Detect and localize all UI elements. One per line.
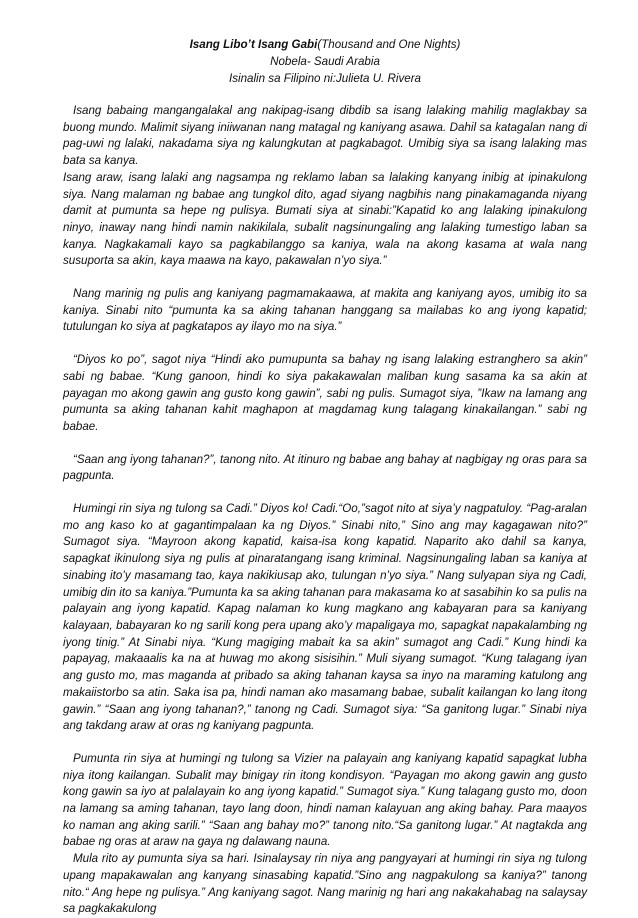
paragraph-4: “Diyos ko po”, sagot niya “Hindi ako pumupunta sa bahay ng isang lalaking estranghero sa akin” sabi ng babae. “Kung ganoon, hindi ko siya pakakawalan maliban kung sasama ka sa akin at payagan mo akong gawin ang gusto kong gawin”, sabi ng pulis. Sumagot siya, ”Ikaw na lamang ang pumunta sa aking tahanan kahit maghapon at magdamag kung talagang kinakailangan.” sabi ng babae.: [63, 353, 587, 433]
document-subtitle: Nobela- Saudi Arabia: [270, 55, 380, 68]
document-page: [63, 36, 587, 918]
title-english: (Thousand and One Nights): [317, 38, 461, 51]
paragraph-8: Mula rito ay pumunta siya sa hari. Isinalaysay rin niya ang pangyayari at humingi rin siya ng tulong upang mapakawalan ang kanyang sinasabing kapatid.”Sino ang nagpakulong sa kaniya?” tanong nito.“ Ang hepe ng pulisya.” Ang kaniyang sagot. Nang marinig ng hari ang nakakahabag na salaysay sa pagkakakulong: [63, 852, 587, 916]
paragraph-2: Isang araw, isang lalaki ang nagsampa ng reklamo laban sa lalaking kanyang inibig at ipinakulong siya. Nang malaman ng babae ang tungkol dito, agad siyang nagbihis nang pinakamaganda niyang damit at pumunta sa hepe ng pulisya. Bumati siya at sinabi:”Kapatid ko ang lalaking ipinakulong ninyo, inaway nang hindi namin nakikilala, subalit nagsinungaling ang lalaking tumestigo laban sa kanya. Nagkakamali kayo sa pagkabilanggo sa kaniya, wala na akong kasama at wala nang susuporta sa akin, kaya maawa na kayo, pakawalan n’yo siya.”: [63, 170, 587, 268]
paragraph-6: Humingi rin siya ng tulong sa Cadi.” Diyos ko! Cadi.“Oo,”sagot nito at siya’y nagpatuloy. “Pag-aralan mo ang kaso ko at gagantimpalaan ka ng Diyos.” Sinabi nito,” Sino ang may kagagawan nito?” Sumagot siya. “Mayroon akong kapatid, kaisa-isa kong kapatid. Naparito ako dahil sa kanya, sapagkat ikinulong siya ng pulis at pinaratangang isang kriminal. Nagsinungaling laban sa kaniya at sinabing ito’y masamang tao, kaya nakikiusap ako, tulungan n’yo siya.” Nang sulyapan siya ng Cadi, umibig din ito sa kaniya.”Pumunta ka sa aking tahanan para makasama ko at sasabihin ko sa pulis na palayain ang iyong kapatid. Kapag nalaman ko kung magkano ang kabayaran para sa kaniyang kalayaan, babayaran ko ng sarili kong pera upang ako’y mapaligaya mo, sapagkat napakalambing ng iyong tinig.” At Sinabi niya. “Kung magiging mabait ka sa akin” sumagot ang Cadi.” Kung hindi ka papayag, makaaalis ka na at huwag mo akong sisisihin.” Muli siyang sumagot. “Kung talagang iyan ang gusto mo, mas maganda at pribado sa aking tahanan kaysa sa inyo na maraming katulong ang makaiistorbo sa atin. Saka isa pa, hindi naman ako masamang babae, subalit kailangan ko lang itong gawin.” “Saan ang iyong tahanan?,” tanong ng Cadi. Sumagot siya: “Sa ganitong lugar.” Sinabi niya ang takdang araw at oras ng kaniyang pagpunta.: [63, 502, 587, 733]
document-header: [63, 36, 587, 87]
title-line: [63, 36, 587, 53]
paragraph-3: Nang marinig ng pulis ang kaniyang pagmamakaawa, at makita ang kaniyang ayos, umibig ito sa kaniya. Sinabi nito “pumunta ka sa aking tahanan hanggang sa mailabas ko ang iyong kapatid; tutulungan ko siya at pagkatapos ay ilayo mo na siya.”: [63, 287, 587, 334]
translator-credit: Isinalin sa Filipino ni:Julieta U. Rivera: [228, 72, 422, 85]
document-title: Isang Libo’t Isang Gabi: [189, 38, 318, 51]
paragraph-7: Pumunta rin siya at humingi ng tulong sa Vizier na palayain ang kaniyang kapatid sapagkat lubha niya itong kailangan. Subalit may binigay rin itong kondisyon. “Payagan mo akong gawin ang gusto kong gawin sa iyo at palalayain ko ang iyong kapatid.” Sumagot siya.” Kung talagang gusto mo, doon na lamang sa aming tahanan, tayo lang doon, hindi naman kalayuan ang aking bahay. Para maayos ko naman ang aking sarili.” “Saan ang bahay mo?” tanong nito.“Sa ganitong lugar.” At nagtakda ang babae ng oras at araw na gaya ng dalawang nauna.: [63, 751, 587, 849]
paragraph-5: “Saan ang iyong tahanan?”, tanong nito. At itinuro ng babae ang bahay at nagbigay ng oras para sa pagpunta.: [63, 452, 587, 483]
paragraph-1: Isang babaing mangangalakal ang nakipag-isang dibdib sa isang lalaking mahilig maglakbay sa buong mundo. Malimit siyang iniiwanan nang matagal ng kaniyang asawa. Dahil sa katagalan nang di pag-uwi ng lalaki, nakadama siya ng kalungkutan at pagkabagot. Umibig siya sa isang lalaking mas bata sa kanya.: [63, 104, 587, 168]
